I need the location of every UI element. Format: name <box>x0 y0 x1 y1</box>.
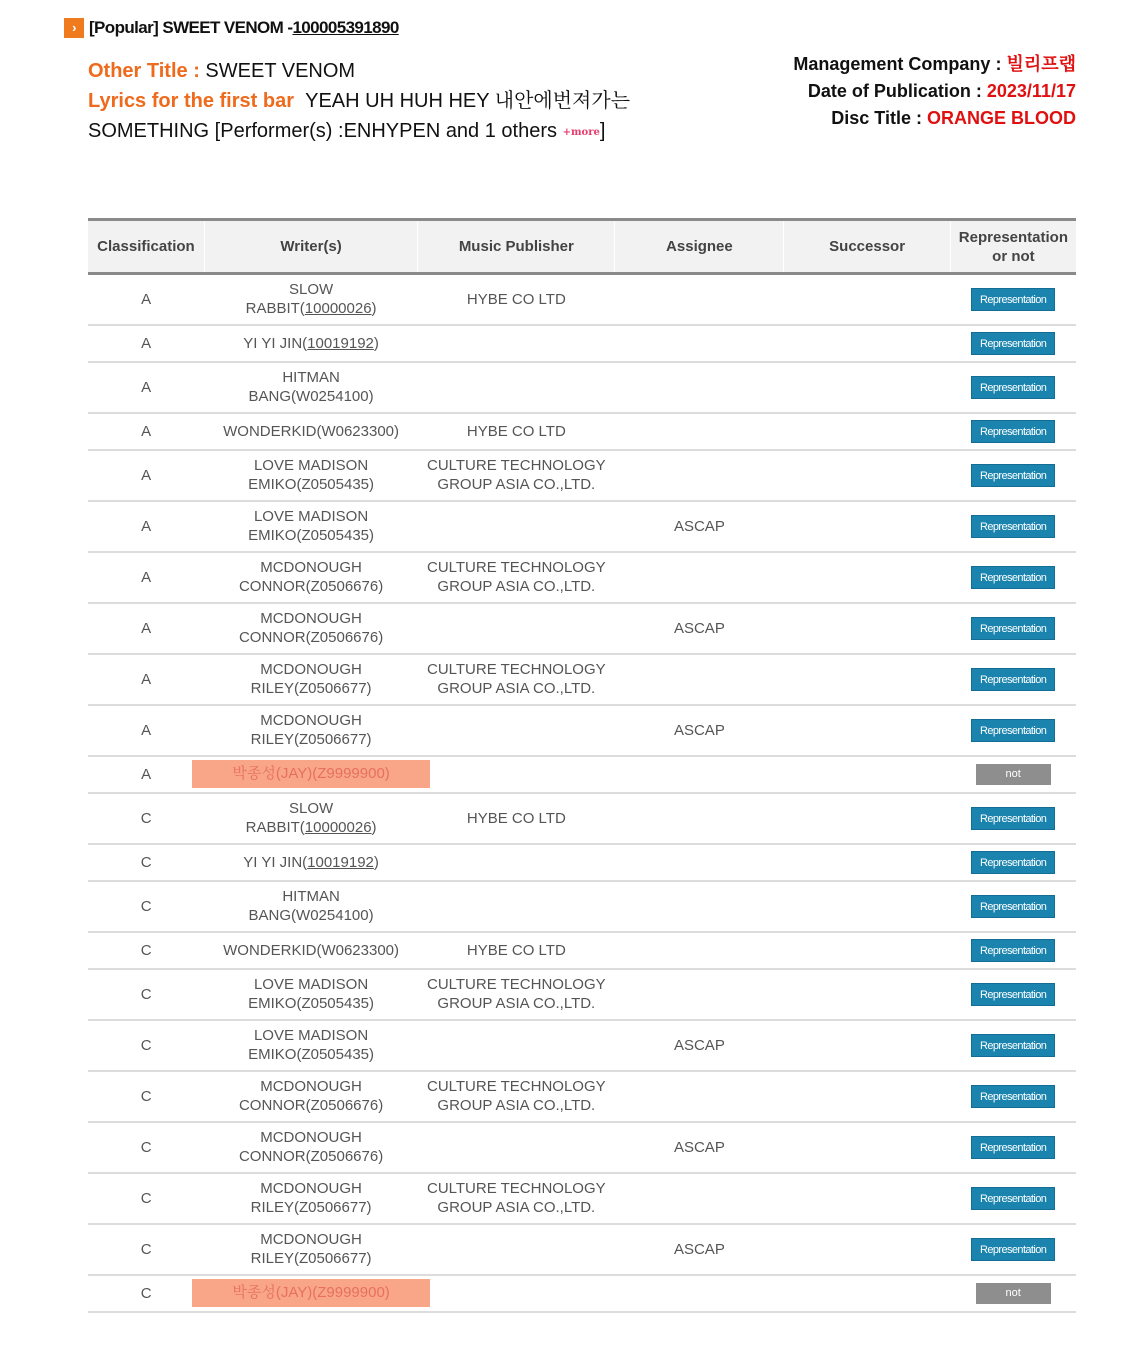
writer-name-line2: RILEY(Z0506677) <box>250 680 372 697</box>
publisher-cell <box>418 274 615 325</box>
publisher-line2: GROUP ASIA CO.,LTD. <box>437 476 596 493</box>
publisher-line1: CULTURE TECHNOLOGY <box>427 559 606 576</box>
assignee-cell <box>615 413 784 450</box>
table-row <box>88 756 1076 793</box>
writer-name-line2: BANG(W0254100) <box>248 907 374 924</box>
assignee-cell <box>615 1173 784 1224</box>
successor-cell <box>784 501 950 552</box>
successor-cell <box>784 932 950 969</box>
date-line <box>793 78 1076 105</box>
classification-cell: A <box>88 362 204 413</box>
successor-cell <box>784 603 950 654</box>
representation-cell <box>950 881 1076 932</box>
publisher-line1: HYBE CO LTD <box>466 941 566 959</box>
assignee-cell: ASCAP <box>615 1224 784 1275</box>
assignee-cell: ASCAP <box>615 705 784 756</box>
performer-line <box>88 116 630 148</box>
classification-cell: A <box>88 603 204 654</box>
writer-name-line1: LOVE MADISON <box>253 1027 369 1044</box>
header-assignee: Assignee <box>615 220 784 274</box>
publisher-line1: CULTURE TECHNOLOGY <box>427 976 606 993</box>
not-representation-badge: not <box>976 1283 1051 1304</box>
successor-cell <box>784 1173 950 1224</box>
successor-cell <box>784 881 950 932</box>
publisher-cell <box>418 552 615 603</box>
writer-name-line1: MCDONOUGH <box>260 1129 362 1146</box>
successor-cell <box>784 450 950 501</box>
assignee-cell: ASCAP <box>615 603 784 654</box>
writer-name-line2: CONNOR(Z0506676) <box>238 629 384 646</box>
representation-cell <box>950 501 1076 552</box>
rights-table <box>88 218 1076 1313</box>
management-label: Management Company : <box>793 54 1007 74</box>
representation-cell <box>950 413 1076 450</box>
representation-button[interactable]: Representation <box>971 983 1055 1006</box>
writer-name-line1: MCDONOUGH <box>260 661 362 678</box>
writer-cell <box>204 501 417 552</box>
publisher-cell <box>418 1173 615 1224</box>
classification-cell: C <box>88 793 204 844</box>
classification-cell: C <box>88 1020 204 1071</box>
representation-cell <box>950 1224 1076 1275</box>
publisher-cell <box>418 881 615 932</box>
header-writers: Writer(s) <box>204 220 417 274</box>
other-title-line <box>88 56 630 86</box>
assignee-cell <box>615 756 784 793</box>
writer-cell <box>204 552 417 603</box>
publisher-cell <box>418 1224 615 1275</box>
representation-cell <box>950 756 1076 793</box>
writer-name-line2: CONNOR(Z0506676) <box>238 1148 384 1165</box>
successor-cell <box>784 1122 950 1173</box>
writer-name-line2: CONNOR(Z0506676) <box>238 1097 384 1114</box>
classification-cell: A <box>88 501 204 552</box>
header-representation <box>950 220 1076 274</box>
publisher-cell <box>418 932 615 969</box>
successor-cell <box>784 793 950 844</box>
table-row <box>88 1122 1076 1173</box>
successor-cell <box>784 362 950 413</box>
successor-cell <box>784 654 950 705</box>
disc-label: Disc Title : <box>831 108 927 128</box>
writer-cell <box>204 1173 417 1224</box>
assignee-cell: ASCAP <box>615 501 784 552</box>
table-row <box>88 654 1076 705</box>
successor-cell <box>784 705 950 756</box>
representation-cell <box>950 274 1076 325</box>
writer-name-line2: WONDERKID(W0623300) <box>223 422 400 440</box>
publisher-cell <box>418 844 615 881</box>
management-value: 빌리프랩 <box>1006 54 1076 74</box>
classification-cell: C <box>88 1173 204 1224</box>
writer-cell <box>204 881 417 932</box>
lyrics-line <box>88 86 630 116</box>
writer-name-line2: EMIKO(Z0505435) <box>248 1046 375 1063</box>
writer-name-line1: MCDONOUGH <box>260 559 362 576</box>
writer-name-line1: MCDONOUGH <box>260 1231 362 1248</box>
writer-name-line2: EMIKO(Z0505435) <box>248 527 375 544</box>
representation-cell <box>950 362 1076 413</box>
publisher-cell <box>418 756 615 793</box>
writer-cell <box>204 450 417 501</box>
assignee-cell: ASCAP <box>615 1122 784 1173</box>
successor-cell <box>784 325 950 362</box>
writer-name-highlight: 박종성(JAY)(Z9999900) <box>192 1279 429 1307</box>
table-row <box>88 1071 1076 1122</box>
header-representation-line2: or not <box>992 247 1035 265</box>
writer-cell <box>204 413 417 450</box>
publisher-line1: HYBE CO LTD <box>466 422 566 440</box>
writer-name-line2: BANG(W0254100) <box>248 388 374 405</box>
classification-cell: C <box>88 881 204 932</box>
representation-button[interactable]: Representation <box>971 1034 1055 1057</box>
publisher-cell <box>418 501 615 552</box>
classification-cell: A <box>88 325 204 362</box>
writer-cell <box>204 793 417 844</box>
writer-cell <box>204 756 417 793</box>
table-row <box>88 705 1076 756</box>
writer-cell <box>204 1071 417 1122</box>
writer-name-line2: RILEY(Z0506677) <box>250 1199 372 1216</box>
writer-name-line2: YI YI JIN( <box>243 334 308 352</box>
table-row <box>88 603 1076 654</box>
table-row <box>88 501 1076 552</box>
writer-name-line2: RILEY(Z0506677) <box>250 731 372 748</box>
writer-id-link[interactable]: 10019192 <box>307 334 374 352</box>
assignee-cell: ASCAP <box>615 1020 784 1071</box>
publisher-cell <box>418 603 615 654</box>
representation-button[interactable]: Representation <box>971 1136 1055 1159</box>
representation-cell <box>950 1173 1076 1224</box>
table-row <box>88 1020 1076 1071</box>
publisher-line1: CULTURE TECHNOLOGY <box>427 1078 606 1095</box>
writer-cell <box>204 1122 417 1173</box>
assignee-cell <box>615 793 784 844</box>
publisher-cell <box>418 1122 615 1173</box>
representation-button[interactable]: Representation <box>971 420 1055 443</box>
successor-cell <box>784 756 950 793</box>
date-value: 2023/11/17 <box>986 81 1076 101</box>
table-row <box>88 932 1076 969</box>
representation-cell <box>950 1020 1076 1071</box>
writer-cell <box>204 1020 417 1071</box>
table-row <box>88 793 1076 844</box>
writer-cell <box>204 654 417 705</box>
publisher-cell <box>418 654 615 705</box>
classification-cell: A <box>88 705 204 756</box>
representation-button[interactable]: Representation <box>971 288 1055 311</box>
successor-cell <box>784 1224 950 1275</box>
classification-cell: C <box>88 1071 204 1122</box>
writer-name-line2: CONNOR(Z0506676) <box>238 578 384 595</box>
writer-name-line1: SLOW <box>288 800 334 817</box>
writer-name-highlight: 박종성(JAY)(Z9999900) <box>192 760 429 788</box>
representation-cell <box>950 552 1076 603</box>
writer-cell <box>204 362 417 413</box>
publisher-cell <box>418 362 615 413</box>
table-row <box>88 881 1076 932</box>
assignee-cell <box>615 654 784 705</box>
publisher-cell <box>418 793 615 844</box>
representation-button[interactable]: Representation <box>971 1238 1055 1261</box>
assignee-cell <box>615 552 784 603</box>
representation-cell <box>950 705 1076 756</box>
assignee-cell <box>615 881 784 932</box>
writer-id-link[interactable]: 10000026 <box>304 300 372 318</box>
song-info <box>88 56 630 148</box>
successor-cell <box>784 1020 950 1071</box>
writer-name-line2: EMIKO(Z0505435) <box>248 476 375 493</box>
assignee-cell <box>615 362 784 413</box>
representation-button[interactable]: Representation <box>971 376 1055 399</box>
table-row <box>88 413 1076 450</box>
classification-cell: C <box>88 1224 204 1275</box>
writer-cell <box>204 603 417 654</box>
representation-cell <box>950 325 1076 362</box>
classification-cell: C <box>88 1275 204 1312</box>
publisher-line2: GROUP ASIA CO.,LTD. <box>437 1199 596 1216</box>
successor-cell <box>784 552 950 603</box>
representation-cell <box>950 932 1076 969</box>
representation-button[interactable]: Representation <box>971 464 1055 487</box>
publisher-line2: GROUP ASIA CO.,LTD. <box>437 1097 596 1114</box>
representation-cell <box>950 603 1076 654</box>
header-classification: Classification <box>88 220 204 274</box>
assignee-cell <box>615 1275 784 1312</box>
classification-cell: A <box>88 413 204 450</box>
not-representation-badge: not <box>976 764 1051 785</box>
publication-info <box>793 51 1076 132</box>
representation-button[interactable]: Representation <box>971 939 1055 962</box>
table-header <box>88 220 1076 274</box>
header-successor: Successor <box>784 220 950 274</box>
table-body <box>88 274 1076 1312</box>
other-title-value: SWEET VENOM <box>205 60 356 82</box>
publisher-line1: HYBE CO LTD <box>466 290 566 308</box>
representation-button[interactable]: Representation <box>971 719 1055 742</box>
representation-cell <box>950 844 1076 881</box>
successor-cell <box>784 1275 950 1312</box>
representation-cell <box>950 450 1076 501</box>
representation-button[interactable]: Representation <box>971 895 1055 918</box>
writer-cell <box>204 932 417 969</box>
writer-name-line1: HITMAN <box>282 888 340 905</box>
lyrics-value: YEAH UH HUH HEY 내안에번져가는 <box>305 90 631 112</box>
header-representation-line1: Representation <box>958 228 1068 246</box>
classification-cell: C <box>88 1122 204 1173</box>
writer-name-line1: MCDONOUGH <box>260 1180 362 1197</box>
writer-id-close: ) <box>371 300 377 318</box>
assignee-cell <box>615 274 784 325</box>
table-row <box>88 1173 1076 1224</box>
publisher-line2: GROUP ASIA CO.,LTD. <box>437 995 596 1012</box>
representation-button[interactable]: Representation <box>971 668 1055 691</box>
song-id-link[interactable]: 100005391890 <box>292 18 399 37</box>
table-row <box>88 450 1076 501</box>
assignee-cell <box>615 1071 784 1122</box>
lyrics-label: Lyrics for the first bar <box>88 90 294 112</box>
successor-cell <box>784 413 950 450</box>
writer-name-line1: LOVE MADISON <box>253 457 369 474</box>
table-row <box>88 325 1076 362</box>
writer-name-line1: MCDONOUGH <box>260 1078 362 1095</box>
writer-cell <box>204 844 417 881</box>
writer-cell <box>204 274 417 325</box>
table-row <box>88 362 1076 413</box>
writer-id-close: ) <box>371 819 377 836</box>
classification-cell: A <box>88 450 204 501</box>
publisher-cell <box>418 1071 615 1122</box>
publisher-cell <box>418 705 615 756</box>
representation-cell <box>950 654 1076 705</box>
writer-name-line2: YI YI JIN( <box>243 853 308 871</box>
representation-button[interactable]: Representation <box>971 1187 1055 1210</box>
publisher-cell <box>418 969 615 1020</box>
page-title-text: [Popular] SWEET VENOM - <box>89 18 293 37</box>
table-row <box>88 552 1076 603</box>
writer-name-line2: RABBIT( <box>245 819 305 836</box>
publisher-line1: CULTURE TECHNOLOGY <box>427 457 606 474</box>
representation-button[interactable]: Representation <box>971 807 1055 830</box>
header-publisher: Music Publisher <box>418 220 615 274</box>
publisher-cell <box>418 413 615 450</box>
writer-cell <box>204 325 417 362</box>
classification-cell: C <box>88 969 204 1020</box>
successor-cell <box>784 1071 950 1122</box>
publisher-line1: HYBE CO LTD <box>466 809 566 827</box>
writer-cell <box>204 1224 417 1275</box>
writer-cell <box>204 969 417 1020</box>
publisher-cell <box>418 450 615 501</box>
table-row <box>88 274 1076 325</box>
representation-cell <box>950 969 1076 1020</box>
table-row <box>88 844 1076 881</box>
date-label: Date of Publication : <box>807 81 987 101</box>
writer-name-line1: LOVE MADISON <box>253 508 369 525</box>
classification-cell: A <box>88 552 204 603</box>
classification-cell: A <box>88 274 204 325</box>
representation-cell <box>950 1071 1076 1122</box>
representation-button[interactable]: Representation <box>971 515 1055 538</box>
publisher-line2: GROUP ASIA CO.,LTD. <box>437 578 596 595</box>
representation-button[interactable]: Representation <box>971 617 1055 640</box>
disc-value: ORANGE BLOOD <box>926 108 1076 128</box>
assignee-cell <box>615 932 784 969</box>
successor-cell <box>784 969 950 1020</box>
writer-name-line1: HITMAN <box>282 369 340 386</box>
table-row <box>88 1224 1076 1275</box>
writer-name-line1: SLOW <box>288 281 334 299</box>
writer-id-close: ) <box>373 334 379 352</box>
representation-button[interactable]: Representation <box>971 332 1055 355</box>
publisher-line1: CULTURE TECHNOLOGY <box>427 1180 606 1197</box>
classification-cell: A <box>88 654 204 705</box>
writer-id-link[interactable]: 10019192 <box>307 853 374 871</box>
assignee-cell <box>615 969 784 1020</box>
publisher-line1: CULTURE TECHNOLOGY <box>427 661 606 678</box>
publisher-cell <box>418 325 615 362</box>
writer-name-line2: RABBIT( <box>245 300 305 318</box>
classification-cell: A <box>88 756 204 793</box>
disc-line <box>793 105 1076 132</box>
chevron-right-icon: › <box>64 18 84 38</box>
representation-button[interactable]: Representation <box>971 566 1055 589</box>
close-bracket: ] <box>599 120 606 142</box>
representation-cell <box>950 1275 1076 1312</box>
writer-name-line2: EMIKO(Z0505435) <box>248 995 375 1012</box>
writer-id-close: ) <box>373 853 379 871</box>
representation-button[interactable]: Representation <box>971 851 1055 874</box>
representation-cell <box>950 1122 1076 1173</box>
table-row <box>88 1275 1076 1312</box>
assignee-cell <box>615 325 784 362</box>
publisher-cell <box>418 1020 615 1071</box>
more-link[interactable]: +more <box>562 127 600 138</box>
page-title <box>64 18 399 38</box>
writer-cell <box>204 705 417 756</box>
publisher-cell <box>418 1275 615 1312</box>
classification-cell: C <box>88 932 204 969</box>
writer-name-line1: LOVE MADISON <box>253 976 369 993</box>
management-line <box>793 51 1076 78</box>
writer-id-link[interactable]: 10000026 <box>304 819 372 836</box>
publisher-line2: GROUP ASIA CO.,LTD. <box>437 680 596 697</box>
assignee-cell <box>615 450 784 501</box>
classification-cell: C <box>88 844 204 881</box>
successor-cell <box>784 274 950 325</box>
successor-cell <box>784 844 950 881</box>
performer-text: SOMETHING [Performer(s) :ENHYPEN and 1 others <box>88 120 558 142</box>
assignee-cell <box>615 844 784 881</box>
representation-button[interactable]: Representation <box>971 1085 1055 1108</box>
writer-name-line1: MCDONOUGH <box>260 610 362 627</box>
other-title-label: Other Title : <box>88 60 206 82</box>
table-row <box>88 969 1076 1020</box>
writer-name-line2: RILEY(Z0506677) <box>250 1250 372 1267</box>
writer-cell <box>204 1275 417 1312</box>
representation-cell <box>950 793 1076 844</box>
writer-name-line1: MCDONOUGH <box>260 712 362 729</box>
writer-name-line2: WONDERKID(W0623300) <box>223 941 400 959</box>
